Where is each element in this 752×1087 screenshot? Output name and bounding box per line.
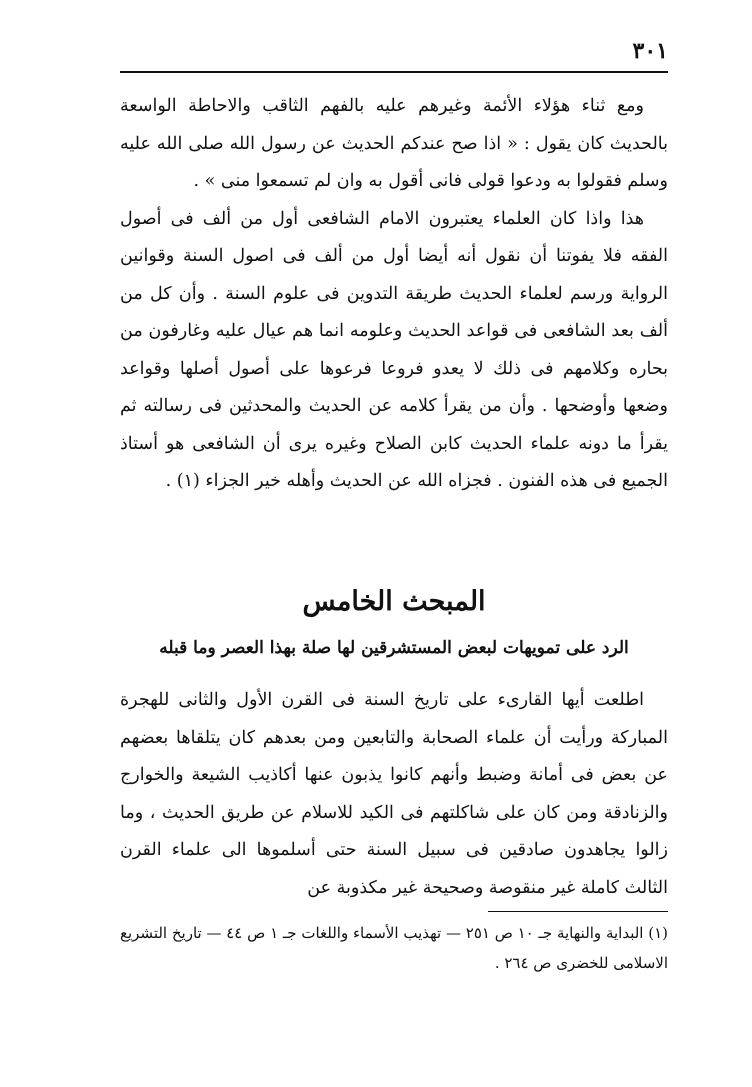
page-number: ٣٠١ [632, 38, 668, 64]
paragraph-3: اطلعت أيها القارىء على تاريخ السنة فى القرن الأول والثانى للهجرة المباركة ورأيت أن علماء الصحابة والتابعين ومن بعدهم كان يتلقاها بعضهم عن بعض فى أمانة وضبط وأنهم كانوا يذبون عنها أكاذيب الشيعة والخوارج والزنادقة ومن كان على شاكلتهم فى الكيد للاسلام عن طريق الحديث ، وما زالوا يجاهدون صادقين فى سبيل السنة حتى أسلموها الى علماء القرن الثالث كاملة غير منقوصة وصحيحة غير مكذوبة عن [120, 690, 668, 898]
header-rule [120, 71, 668, 73]
body-text-top [120, 88, 668, 501]
footnotes [120, 918, 668, 978]
paragraph-2: هذا واذا كان العلماء يعتبرون الامام الشافعى أول من ألف فى أصول الفقه فلا يفوتنا أن نقول أنه أيضا أول من ألف فى اصول السنة وقوانين الرواية ورسم لعلماء الحديث طريقة التدوين فى علوم السنة . وأن كل من ألف بعد الشافعى فى قواعد الحديث وعلومه انما هم عيال عليه وغارفون من بحاره وكلامهم فى ذلك لا يعدو فروعا فرعوها على أصول أصلها وقواعد وضعها وأوضحها . وأن من يقرأ كلامه عن الحديث والمحدثين فى رسالته ثم يقرأ ما دونه علماء الحديث كابن الصلاح وغيره يرى أن الشافعى هو أستاذ الجميع فى هذه الفنون . فجزاه الله عن الحديث وأهله خير الجزاء (١) . [120, 208, 668, 491]
footnote-rule [488, 911, 668, 912]
section-subtitle: الرد على تمويهات لبعض المستشرقين لها صلة بهذا العصر وما قبله [159, 638, 629, 658]
body-text-bottom [120, 682, 668, 907]
footnote-1: (١) البداية والنهاية جـ ١٠ ص ٢٥١ — تهذيب الأسماء واللغات جـ ١ ص ٤٤ — تاريخ التشريع الاسلامى للخضرى ص ٢٦٤ . [120, 924, 669, 972]
section-title: المبحث الخامس [302, 586, 486, 617]
paragraph-1: ومع ثناء هؤلاء الأئمة وغيرهم عليه بالفهم الثاقب والاحاطة الواسعة بالحديث كان يقول : « اذا صح عندكم الحديث عن رسول الله صلى الله عليه وسلم فقولوا به ودعوا قولى فانى أقول به وان لم تسمعوا منى » . [120, 96, 668, 191]
